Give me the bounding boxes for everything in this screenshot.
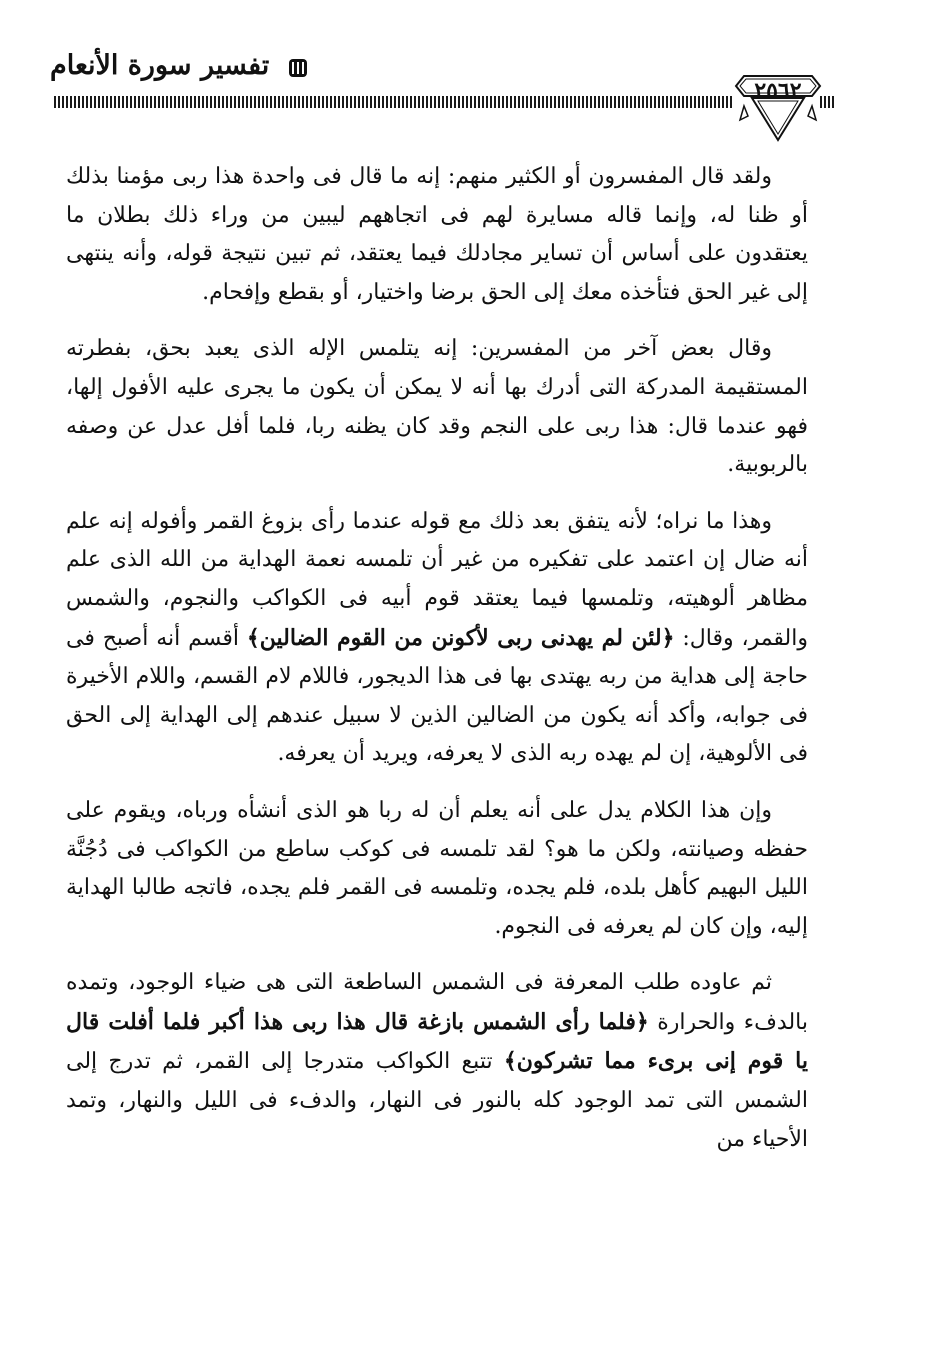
- quran-verse: ﴿فلما رأى الشمس بازغة قال هذا ربى هذا أكبر فلما أفلت قال يا قوم إنى برىء مما تشركون﴾: [66, 1008, 808, 1075]
- quran-verse: ﴿لئن لم يهدنى ربى لأكونن من القوم الضالين﴾: [246, 624, 675, 651]
- paragraph: [66, 792, 808, 946]
- ornament-icon: [288, 57, 308, 79]
- paragraph: [66, 503, 808, 774]
- running-title: تفسير سورة الأنعام: [50, 50, 270, 81]
- header-rule: [54, 96, 734, 108]
- paragraph-text: ثم عاوده طلب المعرفة فى الشمس الساطعة التى هى ضياء الوجود، وتمده بالدفء والحرارة: [66, 970, 808, 1035]
- paragraph-text: وهذا ما نراه؛ لأنه يتفق بعد ذلك مع قوله عندما رأى بزوغ القمر وأفوله إنه علم أنه ضال إن اعتمد على تفكيره من غير أن تلمسه نعمة الهداية من الله الذى علم مظاهر ألوهيته، وتلمسها فيما يعتقد قوم أبيه فى الكواكب والنجوم، والشمس والقمر، وقال:: [66, 508, 808, 651]
- paragraph: [66, 330, 808, 484]
- paragraph: [66, 158, 808, 312]
- paragraph-text: تتبع الكواكب متدرجا إلى القمر، ثم تدرج إلى الشمس التى تمد الوجود كله بالنور فى النهار، والدفء فى الليل والنهار، وتمد الأحياء من: [66, 1049, 808, 1152]
- paragraph-text: ولقد قال المفسرون أو الكثير منهم: إنه ما قال فى واحدة هذا ربى مؤمنا بذلك أو ظنا له، وإنما قاله مسايرة لهم فى اتجاههم ليبين من وراء ذلك بطلان ما يعتقدون على أساس أن تساير مجادلك فيما يعتقد، ثم تبين نتيجة قوله، وأنه ينتهى إلى غير الحق فتأخذه معك إلى الحق برضا واختيار، أو بقطع وإفحام.: [66, 164, 808, 305]
- page-number: ٢٥٦٢: [754, 78, 802, 104]
- page-header: [0, 0, 927, 140]
- body-text: [66, 158, 808, 1177]
- paragraph-text: وقال بعض آخر من المفسرين: إنه يتلمس الإله الذى يعبد بحق، بفطرته المستقيمة المدركة التى أدرك بها أنه لا يمكن أن يكون ما يجرى عليه الأفول إلها، فهو عندما قال: هذا ربى على النجم وقد كان يظنه ربا، فلما أفل عدل عن وصفه بالربوبية.: [66, 336, 808, 478]
- paragraph-text: أقسم أنه أصبح فى حاجة إلى هداية من ربه يهتدى بها فى هذا الديجور، فاللام لام القسم، واللام الأخيرة فى جوابه، وأكد أنه يكون من الضالين الذين لا سبيل عندهم إلى الهداية إلى الحق فى الألوهية، إن لم يهده ربه الذى لا يعرفه، ويريد أن يعرفه.: [66, 625, 808, 767]
- paragraph: [66, 964, 808, 1159]
- paragraph-text: وإن هذا الكلام يدل على أنه يعلم أن له ربا هو الذى أنشأه ورباه، ويقوم على حفظه وصيانته، ولكن ما هو؟ لقد تلمسه فى كوكب ساطع من الكواكب فى دُجُنَّة الليل البهيم كأهل بلده، فلم يجده، وتلمسه فى القمر فلم يجده، فاتجه طالبا الهداية إليه، وإن كان لم يعرفه فى النجوم.: [66, 797, 808, 939]
